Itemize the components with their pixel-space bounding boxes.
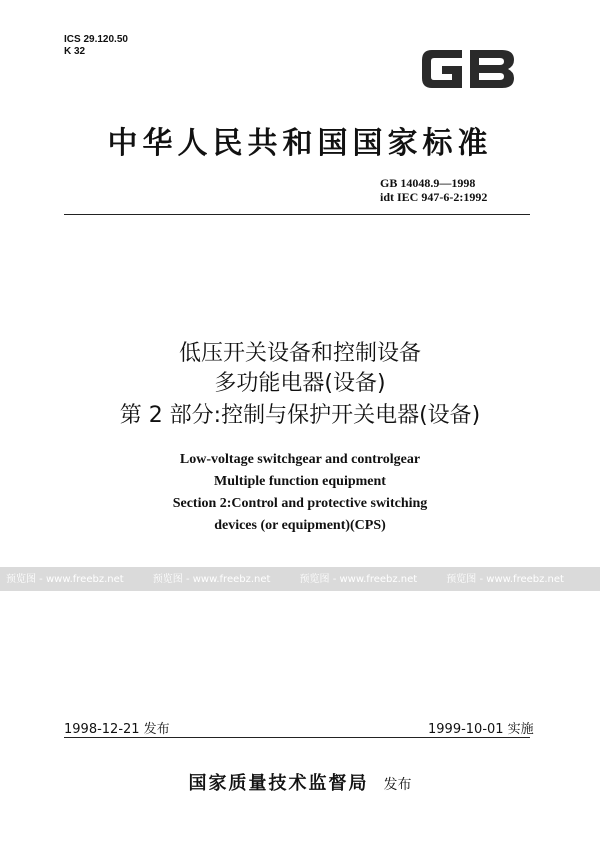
issuer-name: 国家质量技术监督局: [188, 773, 369, 794]
ics-code: ICS 29.120.50: [64, 34, 128, 45]
gb-logo: [418, 44, 518, 94]
classification-codes: [64, 34, 128, 58]
title-en-line-2: Multiple function equipment: [214, 474, 386, 489]
title-cn-line-2: 多功能电器(设备): [214, 371, 386, 396]
issuer: [0, 769, 600, 795]
watermark-text: 预览图 - www.freebz.net: [152, 574, 271, 585]
watermark-text: 预览图 - www.freebz.net: [446, 574, 564, 585]
standard-title: 中华人民共和国国家标准: [107, 126, 493, 161]
watermark-text: 预览图 - www.freebz.net: [6, 574, 124, 585]
gb-logo-b: [470, 50, 514, 88]
divider-bottom: [64, 737, 530, 738]
idt-reference: idt IEC 947-6-2:1992: [380, 190, 488, 204]
title-cn-line-3: 第 2 部分:控制与保护开关电器(设备): [119, 403, 481, 428]
title-cn-line-1: 低压开关设备和控制设备: [178, 341, 421, 366]
title-en-line-1: Low-voltage switchgear and controlgear: [179, 452, 421, 467]
gb-logo-g: [422, 50, 462, 88]
watermark-text: 预览图 - www.freebz.net: [299, 574, 418, 585]
issue-date: 1998-12-21 发布: [64, 722, 170, 737]
title-en-line-4: devices (or equipment)(CPS): [214, 518, 386, 533]
gb-logo-text: GB: [418, 44, 420, 45]
watermark-band: [0, 567, 600, 591]
divider-top: [64, 214, 530, 215]
issuer-action: 发布: [383, 777, 412, 793]
standard-number: GB 14048.9—1998: [380, 176, 476, 190]
standard-numbers: [380, 176, 487, 204]
k-code: K 32: [64, 46, 86, 57]
title-en-line-3: Section 2:Control and protective switching: [172, 496, 428, 511]
implementation-date: 1999-10-01 实施: [428, 722, 534, 737]
